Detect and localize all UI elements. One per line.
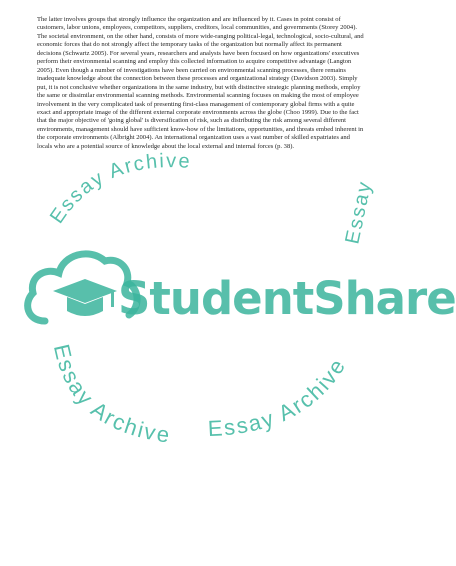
watermark-top-left — [40, 150, 200, 230]
body-paragraph: The latter involves groups that strongly influence the organization and are influenced by it. Cases in point consist of customers, labor unions, employees, competitors, suppliers, creditors, local communities, and governments (Storey 2004). The societal environment, on the other hand, consists of more wide-ranging political-legal, technological, socio-cultural, and economic forces that do not strongly affect the temporary tasks of the organization but normally affect its permanent decisions (Schwartz 2005). For several years, researchers and analysts have been focused on how organizations' executives perform their environmental scanning and employ this collected information to acquire competitive advantage (Langton 2005). Even though a number of investigations have been carried on environmental scanning processes, there remains inadequate knowledge about the connection between these processes and organizational strategy (Davidson 2003). Simply put, it is not conclusive whether organizations in the same industry, but with distinctive strategic planning methods, employ the same or dissimilar environmental scanning methods. Environmental scanning focuses on making the most of employee involvement in the very complicated task of presenting first-class management of contemporary global firms with a quite exact and appropriate image of the different external corporate environments across the globe (Choo 1999). Due to the fact that the major objective of 'going global' is diversification of risk, such as distributing the risk among several different environments, management should have sufficient know-how of the limitations, opportunities, and threats embed inherent in the corporate environments (Albright 2004). An international organization uses a vast number of skilled expatriates and locals who are a potential source of knowledge about the local external and internal forces (p. 38). — [37, 16, 364, 150]
brand-logo-text: StudentShare — [118, 272, 456, 325]
watermark-top-right — [318, 150, 378, 250]
svg-text:Essay Archive — [207, 353, 351, 441]
svg-text:Essay Archive — [46, 150, 192, 228]
watermark-bottom-left-text: Essay Archive — [48, 341, 173, 448]
watermark-bottom-left — [40, 340, 210, 460]
watermark-bottom-right — [200, 330, 370, 450]
watermark-top-left-text: Essay Archive — [45, 150, 193, 228]
watermark-bottom-right-text: Essay Archive — [207, 353, 351, 442]
watermark-top-right-text: Essay — [341, 178, 377, 247]
svg-text:Essay Archive — [49, 342, 173, 448]
